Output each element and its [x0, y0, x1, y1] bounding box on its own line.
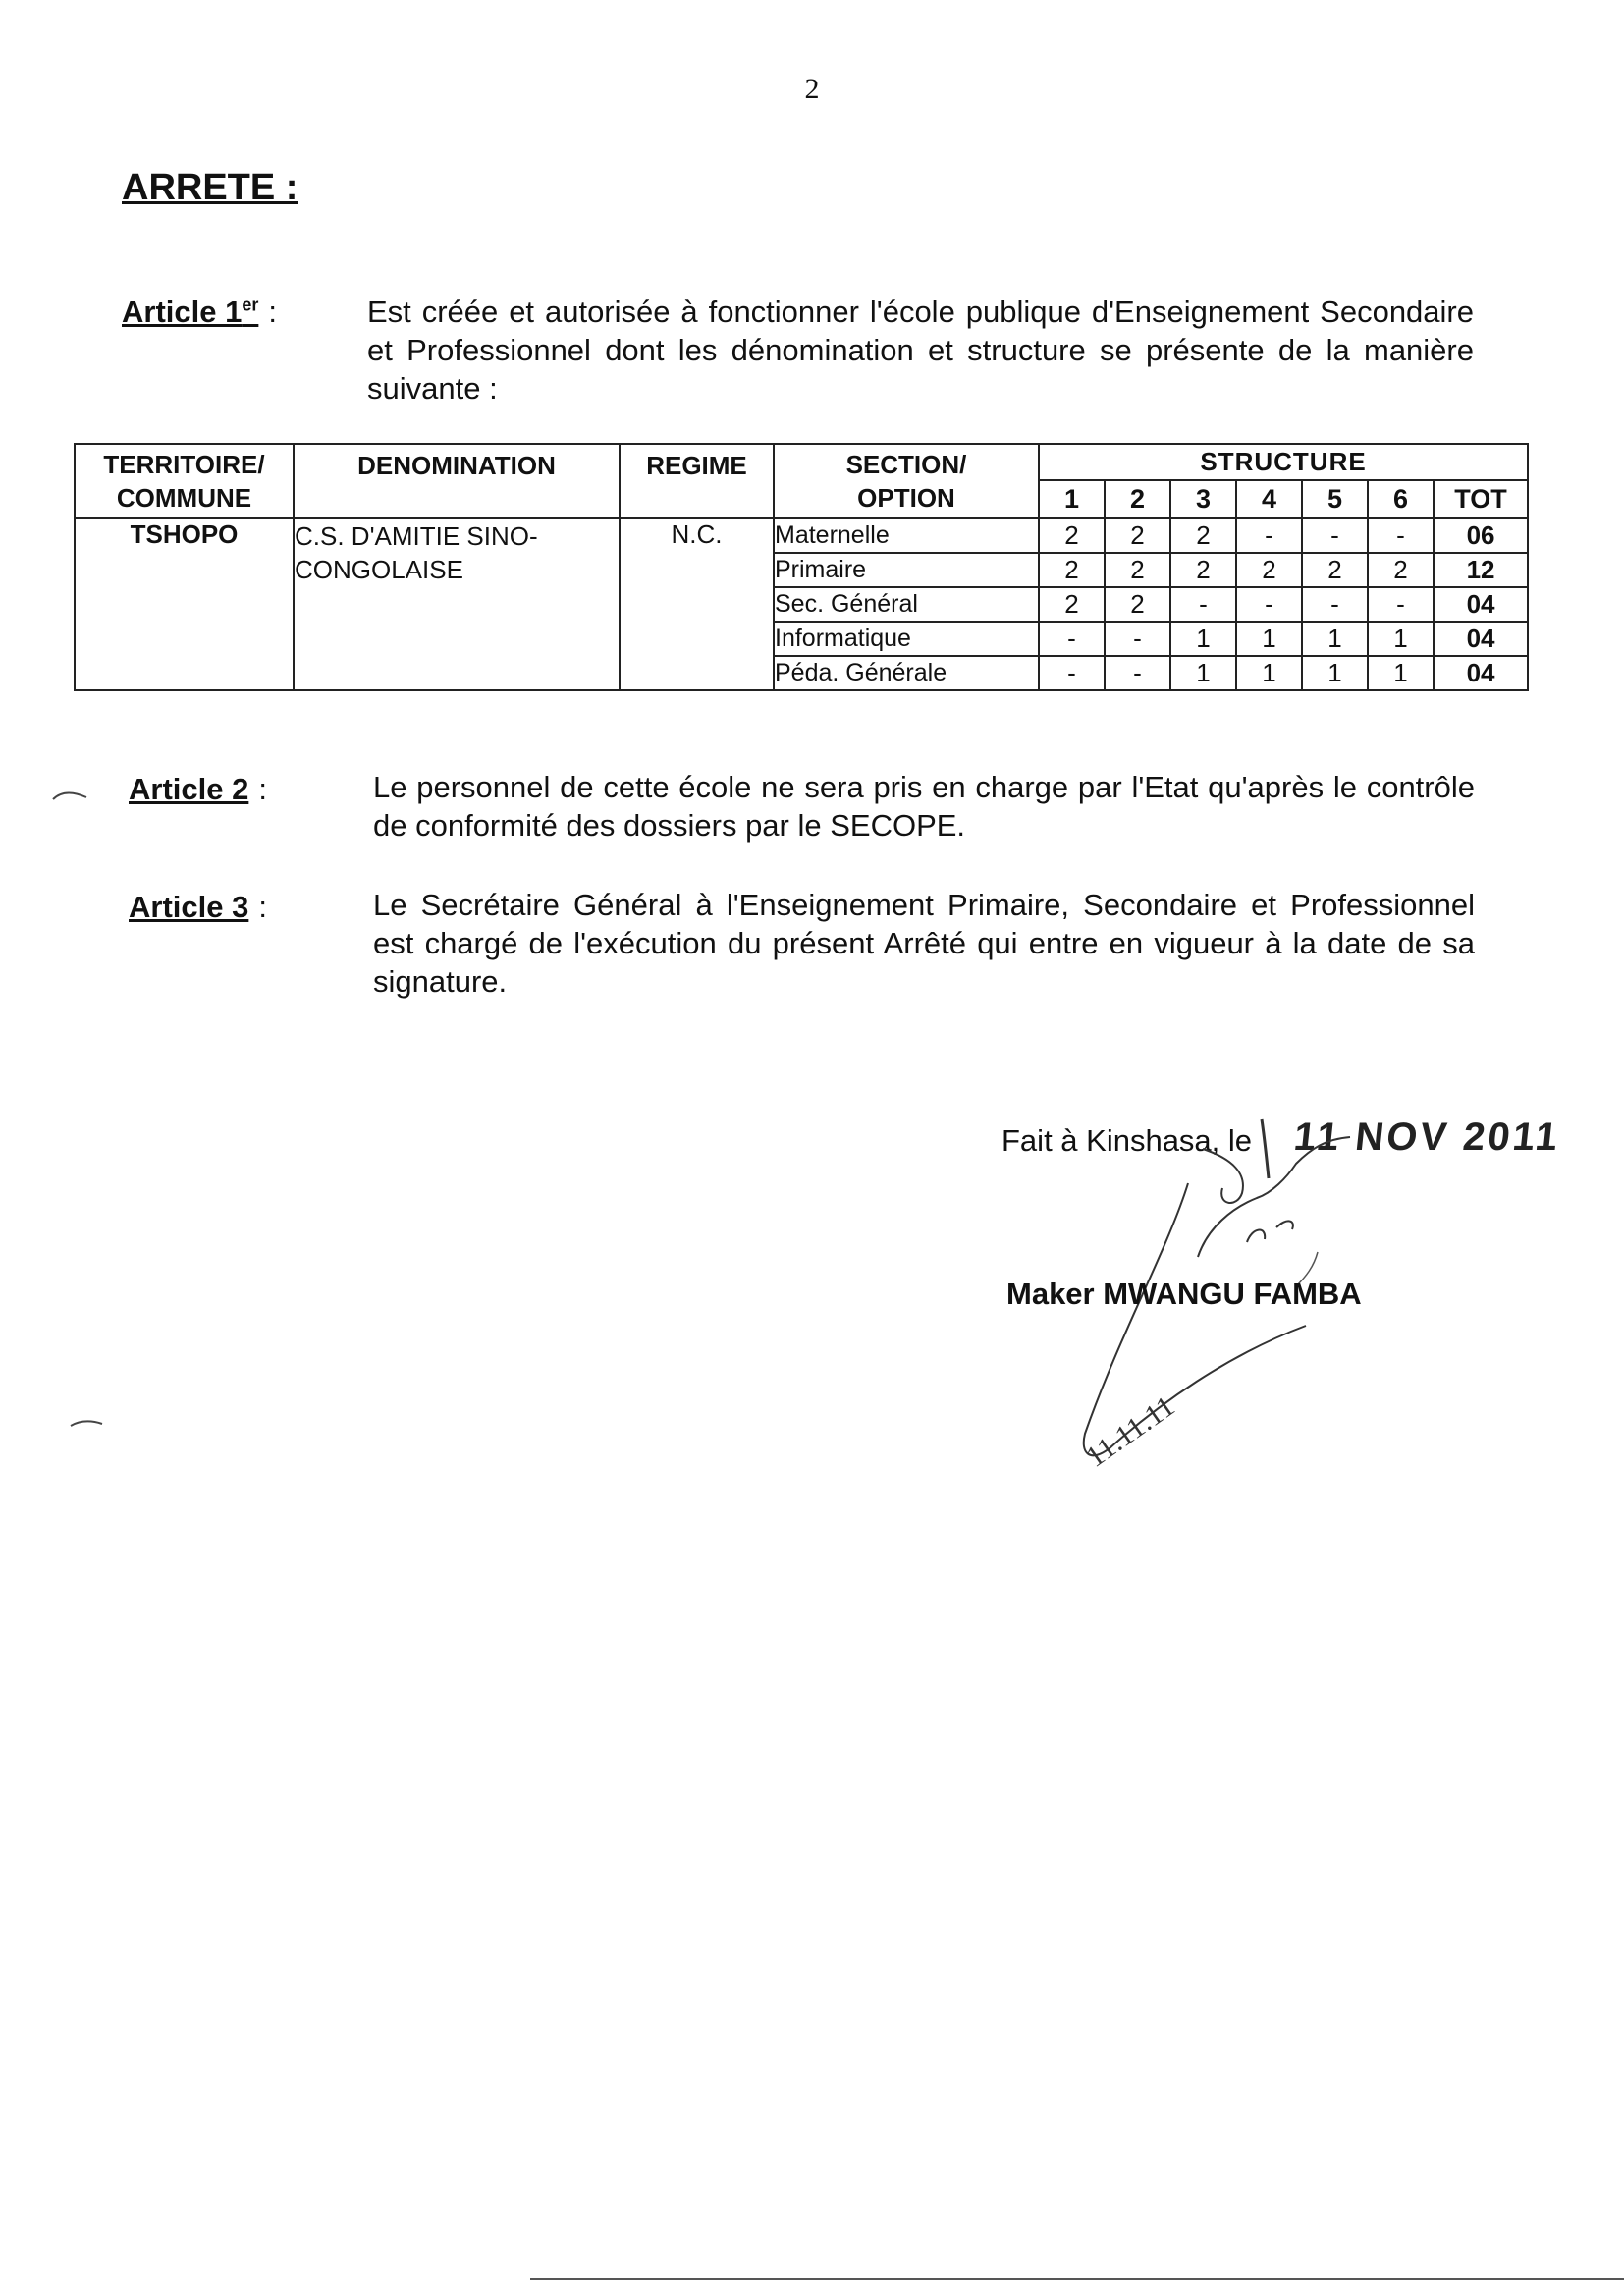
structure-cell: 2: [1105, 587, 1170, 622]
structure-cell: -: [1302, 587, 1368, 622]
article2-label: [129, 772, 267, 807]
header-territoire-line2: COMMUNE: [116, 483, 252, 513]
header-section: [774, 444, 1039, 518]
structure-cell: -: [1236, 587, 1302, 622]
header-territoire-line1: TERRITOIRE/: [103, 450, 265, 479]
article3-colon: :: [258, 890, 267, 924]
structure-cell: 1: [1236, 656, 1302, 690]
document-title: ARRETE :: [122, 167, 298, 208]
structure-cell: 1: [1302, 622, 1368, 656]
header-section-line2: OPTION: [857, 483, 955, 513]
structure-cell: -: [1368, 518, 1434, 553]
header-col-5: 5: [1302, 480, 1368, 518]
structure-cell: 1: [1368, 622, 1434, 656]
article1-sup: er: [242, 295, 259, 315]
date-stamp: 11 NOV 2011: [1291, 1116, 1563, 1159]
article1-colon: :: [268, 295, 277, 329]
structure-cell: 1: [1368, 656, 1434, 690]
header-col-2: 2: [1105, 480, 1170, 518]
table-row: [75, 518, 1528, 553]
regime-cell: N.C.: [620, 518, 774, 690]
total-cell: 04: [1434, 622, 1528, 656]
structure-cell: 2: [1236, 553, 1302, 587]
header-territoire: [75, 444, 294, 518]
structure-cell: -: [1368, 587, 1434, 622]
total-cell: 04: [1434, 587, 1528, 622]
article2-text: Le personnel de cette école ne sera pris en charge par l'Etat qu'après le contrôle de conformité des dossiers par le SECOPE.: [373, 770, 1475, 843]
bottom-rule: [530, 2278, 1624, 2280]
article1-label: [122, 295, 277, 330]
structure-cell: 2: [1368, 553, 1434, 587]
structure-cell: 2: [1302, 553, 1368, 587]
header-col-3: 3: [1170, 480, 1236, 518]
article1-text: Est créée et autorisée à fonctionner l'école publique d'Enseignement Secondaire et Professionnel dont les dénomination et structure se présente de la manière suivante :: [367, 295, 1474, 406]
structure-cell: -: [1170, 587, 1236, 622]
structure-cell: -: [1105, 622, 1170, 656]
denomination-line1: C.S. D'AMITIE SINO-: [295, 521, 538, 551]
structure-cell: -: [1105, 656, 1170, 690]
margin-tick-mark: [51, 786, 90, 805]
structure-cell: 1: [1170, 656, 1236, 690]
structure-cell: -: [1302, 518, 1368, 553]
section-cell: Primaire: [774, 553, 1039, 587]
page-number: 2: [804, 73, 820, 105]
section-cell: Péda. Générale: [774, 656, 1039, 690]
denomination-line2: CONGOLAISE: [295, 555, 463, 584]
structure-cell: 2: [1105, 518, 1170, 553]
structure-cell: 2: [1039, 553, 1105, 587]
article2-label-text: Article 2: [129, 772, 249, 806]
structure-cell: -: [1039, 622, 1105, 656]
section-cell: Sec. Général: [774, 587, 1039, 622]
structure-cell: 1: [1236, 622, 1302, 656]
article3-text: Le Secrétaire Général à l'Enseignement Primaire, Secondaire et Professionnel est chargé de l'exécution du présent Arrêté qui entre en vigueur à la date de sa signature.: [373, 888, 1475, 999]
signatory-name: Maker MWANGU FAMBA: [1006, 1277, 1362, 1311]
structure-table: [74, 443, 1529, 691]
header-denomination: DENOMINATION: [294, 444, 620, 518]
total-cell: 06: [1434, 518, 1528, 553]
structure-table-wrap: [74, 443, 1527, 691]
header-section-line1: SECTION/: [845, 450, 967, 479]
header-col-6: 6: [1368, 480, 1434, 518]
margin-tick-mark-2: [69, 1414, 108, 1434]
article3-label: [129, 890, 267, 925]
total-cell: 04: [1434, 656, 1528, 690]
structure-cell: 2: [1170, 553, 1236, 587]
structure-cell: 2: [1105, 553, 1170, 587]
section-cell: Maternelle: [774, 518, 1039, 553]
section-cell: Informatique: [774, 622, 1039, 656]
article1-label-text: Article 1: [122, 295, 243, 329]
header-col-tot: TOT: [1434, 480, 1528, 518]
header-col-4: 4: [1236, 480, 1302, 518]
handwritten-note: 11.11.11: [1080, 1389, 1181, 1474]
structure-cell: 2: [1039, 587, 1105, 622]
denomination-cell: [294, 518, 620, 690]
header-structure: STRUCTURE: [1039, 444, 1528, 480]
structure-cell: 2: [1039, 518, 1105, 553]
article3-label-text: Article 3: [129, 890, 249, 924]
structure-cell: -: [1039, 656, 1105, 690]
header-regime: REGIME: [620, 444, 774, 518]
structure-cell: 2: [1170, 518, 1236, 553]
total-cell: 12: [1434, 553, 1528, 587]
structure-cell: 1: [1170, 622, 1236, 656]
structure-cell: -: [1236, 518, 1302, 553]
structure-cell: 1: [1302, 656, 1368, 690]
article2-colon: :: [258, 772, 267, 806]
header-col-1: 1: [1039, 480, 1105, 518]
territoire-cell: TSHOPO: [75, 518, 294, 690]
place-date-label: Fait à Kinshasa, le: [1001, 1123, 1253, 1158]
